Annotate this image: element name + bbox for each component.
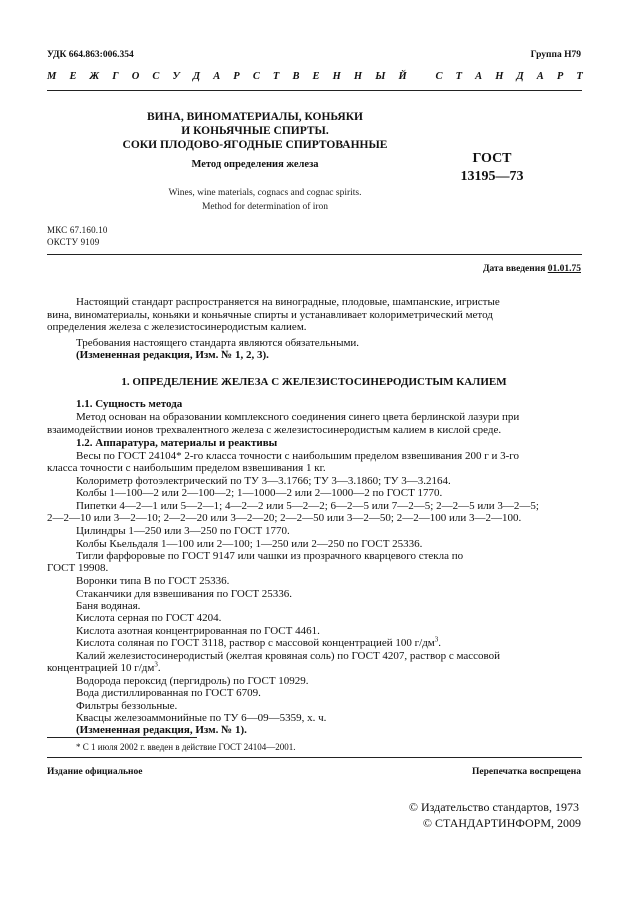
standard-kind-letter: Р [556, 71, 564, 82]
standard-kind-letter: Т [272, 71, 280, 82]
method-principle-line-2: взаимодействии ионов трехвалентного железа с железистосинеродистым калием в кислой среде. [47, 424, 502, 436]
copyright-1973: © Издательство стандартов, 1973 [408, 800, 579, 814]
copyright-2009: © СТАНДАРТИНФОРМ, 2009 [422, 816, 581, 830]
intro-line-3: определения железа с железистосинеродистым калием. [47, 321, 307, 333]
standard-kind-letter: Н [495, 71, 504, 82]
mandatory-statement: Требования настоящего стандарта являются обязательными. [76, 337, 360, 349]
standard-kind-letter: Т [576, 71, 583, 82]
item-ashless-filters: Фильтры беззольные. [76, 700, 178, 712]
official-edition-label: Издание официальное [47, 767, 143, 777]
gost-designation [452, 150, 532, 186]
footnote-rule [47, 737, 197, 738]
intro-amendment-note: (Измененная редакция, Изм. № 1, 2, 3). [76, 349, 269, 361]
title-line-1: ВИНА, ВИНОМАТЕРИАЛЫ, КОНЬЯКИ [146, 111, 364, 123]
english-title [120, 186, 410, 214]
standard-kind-letter: С [435, 71, 443, 82]
reprint-prohibited-label: Перепечатка воспрещена [471, 767, 581, 777]
item-potassium-line-1: Калий железистосинеродистый (желтая кровяная соль) по ГОСТ 4207, раствор с массовой [76, 650, 501, 662]
standard-kind-letter: Е [69, 71, 77, 82]
english-title-line-1: Wines, wine materials, cognacs and cognac spirits. [168, 188, 362, 198]
potassium-superscript: 3 [154, 660, 158, 669]
classifier-rule [47, 254, 582, 255]
item-hydrochloric-acid [76, 637, 441, 649]
title-line-3: СОКИ ПЛОДОВО-ЯГОДНЫЕ СПИРТОВАННЫЕ [122, 139, 388, 151]
intro-line-1: Настоящий стандарт распространяется на виноградные, плодовые, шампанские, игристые [76, 296, 500, 308]
copyright-block [409, 799, 581, 831]
item-flasks: Колбы 1—100—2 или 2—100—2; 1—1000—2 или 2—1000—2 по ГОСТ 1770. [76, 487, 443, 499]
standard-kind-letter: С [252, 71, 261, 82]
subsection-1-1-title: 1.1. Сущность метода [76, 398, 183, 410]
standard-kind-letter: А [536, 71, 544, 82]
item-scales-line-1: Весы по ГОСТ 24104* 2-го класса точности с наибольшим пределом взвешивания 200 г и 3-го [76, 450, 520, 462]
item-pipettes-line-1: Пипетки 4—2—1 или 5—2—1; 4—2—2 или 5—2—2; 6—2—5 или 7—2—5; 2—2—5 или 3—2—5; [76, 500, 539, 512]
section-1-heading: 1. ОПРЕДЕЛЕНИЕ ЖЕЛЕЗА С ЖЕЛЕЗИСТОСИНЕРОДИСТЫМ КАЛИЕМ [121, 376, 507, 388]
header-rule [47, 90, 582, 91]
english-title-line-2: Method for determination of iron [201, 202, 329, 212]
document-title [110, 110, 400, 152]
intro-paragraph [47, 296, 581, 334]
standard-kind-letter [420, 71, 423, 82]
standard-kind-letter: Г [112, 71, 119, 82]
classifiers [47, 224, 108, 248]
hydrochloric-superscript: 3 [434, 635, 439, 644]
standard-kind-letter: Т [455, 71, 463, 82]
standard-kind-letter: Й [398, 71, 407, 82]
standard-kind-letter: Д [516, 71, 524, 82]
standard-kind-letter: А [475, 71, 483, 82]
standard-kind-letter: М [47, 71, 57, 82]
standard-kind-letter: А [213, 71, 221, 82]
standard-kind-letter: У [172, 71, 181, 82]
subsection-1-2-title: 1.2. Аппаратура, материалы и реактивы [76, 437, 278, 449]
hydrochloric-end: . [438, 637, 442, 649]
item-water-bath: Баня водяная. [76, 600, 141, 612]
introduction-date [483, 264, 581, 274]
mks-code: МКС 67.160.10 [47, 225, 108, 235]
standard-kind-heading [47, 71, 583, 82]
item-distilled-water: Вода дистиллированная по ГОСТ 6709. [76, 687, 261, 699]
group-code: Группа Н79 [530, 50, 581, 60]
introduction-date-label: Дата введения [482, 264, 546, 274]
standard-kind-letter: Ж [89, 71, 100, 82]
potassium-text: концентрацией 10 г/дм [47, 662, 155, 674]
item-scales-line-2: класса точности с наибольшим пределом взвешивания 1 кг. [47, 462, 326, 474]
gost-number: 13195—73 [460, 169, 524, 184]
item-crucibles-line-1: Тигли фарфоровые по ГОСТ 9147 или чашки из прозрачного кварцевого стекла по [76, 550, 464, 562]
item-sulfuric-acid: Кислота серная по ГОСТ 4204. [76, 612, 222, 624]
footnote: * С 1 июля 2002 г. введен в действие ГОСТ 24104—2001. [76, 742, 296, 752]
item-pipettes-line-2: 2—2—10 или 3—2—10; 2—2—20 или 3—2—20; 2—2—50 или 3—2—50; 2—2—100 или 3—2—100. [47, 512, 522, 524]
item-nitric-acid: Кислота азотная концентрированная по ГОСТ 4461. [76, 625, 320, 637]
okstu-code: ОКСТУ 9109 [47, 237, 100, 247]
gost-label: ГОСТ [472, 151, 512, 166]
title-line-2: И КОНЬЯЧНЫЕ СПИРТЫ. [181, 125, 329, 137]
section-amendment-note: (Измененная редакция, Изм. № 1). [76, 724, 247, 736]
item-potassium-line-2 [47, 662, 161, 675]
standard-kind-letter: Н [353, 71, 363, 82]
standard-kind-letter: Ы [375, 71, 386, 82]
standard-kind-letter: О [131, 71, 140, 82]
item-kjeldahl-flasks: Колбы Кьельдаля 1—100 или 2—100; 1—250 или 2—250 по ГОСТ 25336. [76, 538, 423, 550]
standard-kind-letter: Н [332, 71, 342, 82]
udk-code: УДК 664.863:006.354 [47, 50, 134, 60]
standard-kind-letter: В [292, 71, 300, 82]
item-cylinders: Цилиндры 1—250 или 3—250 по ГОСТ 1770. [76, 525, 290, 537]
item-colorimeter: Колориметр фотоэлектрический по ТУ 3—3.1766; ТУ 3—3.1860; ТУ 3—3.2164. [76, 475, 451, 487]
standard-kind-letter: С [152, 71, 160, 82]
item-hydrogen-peroxide: Водорода пероксид (пергидроль) по ГОСТ 10929. [76, 675, 309, 687]
item-weighing-beakers: Стаканчики для взвешивания по ГОСТ 25336. [76, 588, 293, 600]
item-funnels: Воронки типа В по ГОСТ 25336. [76, 575, 230, 587]
item-crucibles-line-2: ГОСТ 19908. [47, 562, 109, 574]
potassium-end: . [157, 662, 161, 674]
method-subtitle: Метод определения железа [191, 159, 319, 170]
standard-kind-letter: Р [233, 71, 240, 82]
footer-rule [47, 757, 582, 758]
standard-kind-letter: Е [312, 71, 320, 82]
introduction-date-value: 01.01.75 [547, 264, 581, 274]
intro-line-2: вина, виноматериалы, коньяки и коньячные спирты и устанавливает колориметрический метод [47, 308, 493, 321]
standard-kind-letter: Д [192, 71, 201, 82]
hydrochloric-text: Кислота соляная по ГОСТ 3118, раствор с массовой концентрацией 100 г/дм [76, 637, 435, 649]
item-iron-alum: Квасцы железоаммонийные по ТУ 6—09—5359, х. ч. [76, 712, 327, 724]
method-principle-line-1: Метод основан на образовании комплексного соединения синего цвета берлинской лазури при [76, 411, 520, 423]
